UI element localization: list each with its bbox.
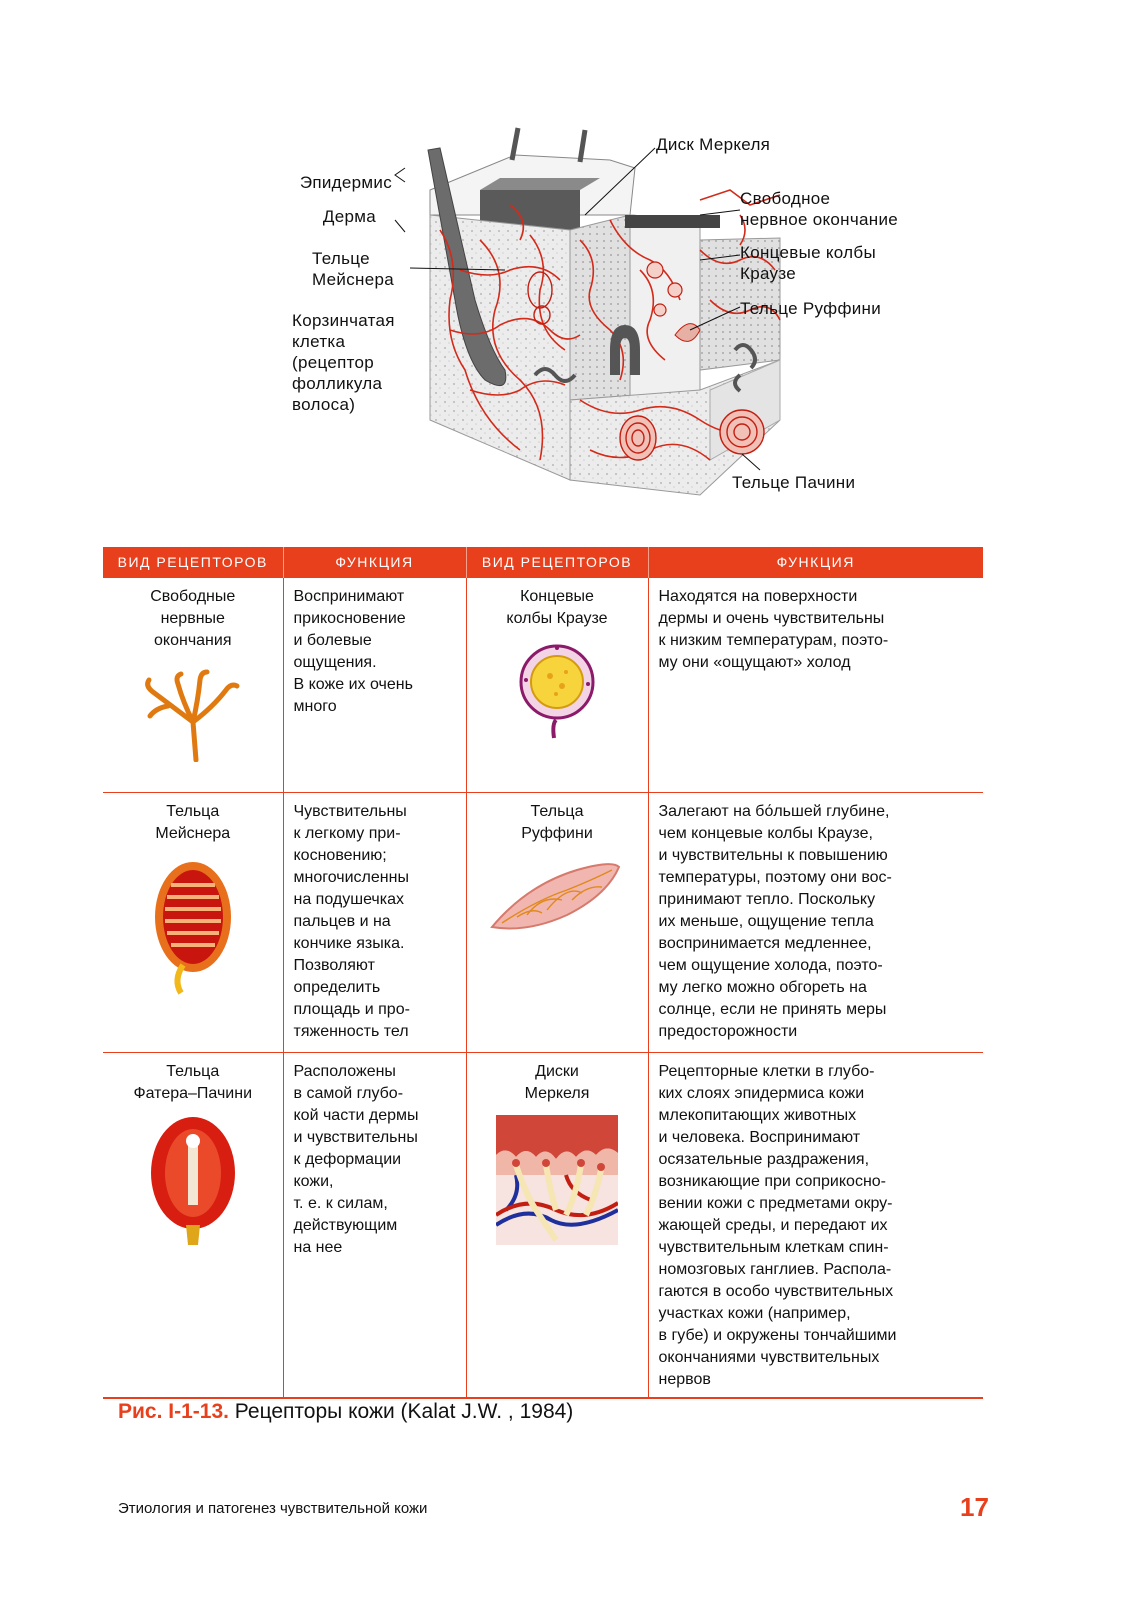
function-cell: Чувствительны к легкому при- косновению; многочисленны на подушечках пальцев и на кончике языка. Позволяют определить площадь и про- тяженность тел [283, 793, 466, 1053]
label-free-nerve-ending: Свободное нервное окончание [740, 189, 899, 229]
label-pacini: Тельце Пачини [732, 473, 856, 492]
figure-reference: Рис. I-1-13. [118, 1400, 229, 1423]
receptor-name: Тельца Фатера–Пачини [133, 1063, 253, 1102]
header-function: ФУНКЦИЯ [283, 547, 466, 578]
label-epidermis: Эпидермис [299, 173, 392, 192]
label-basket-cell: Корзинчатая клетка (рецептор фолликула волоса) [292, 311, 395, 414]
receptor-cell [103, 578, 283, 793]
ruffini-corpuscle-illustration [487, 855, 627, 935]
header-receptor-type: ВИД РЕЦЕПТОРОВ [103, 547, 283, 578]
receptor-cell [466, 1053, 648, 1399]
pacinian-corpuscle-illustration [138, 1115, 248, 1245]
receptor-name: Концевые колбы Краузе [506, 588, 608, 627]
function-cell: Рецепторные клетки в глубо- ких слоях эпидермиса кожи млекопитающих животных и человека. Воспринимают осязательные раздражения, возникающие при соприкосно- вении кожи с предметами окру- жающей среды, и передают их чувствительным клеткам спин- номозговых ганглиев. Распола- гаются в особо чувствительных участках кожи (например, в губе) и окружены тончайшими окончаниями чувствительных нервов [648, 1053, 983, 1399]
label-meissner: Тельце Мейснера [312, 249, 394, 289]
header-function: ФУНКЦИЯ [648, 547, 983, 578]
label-ruffini: Тельце Руффини [740, 299, 882, 318]
figure-caption [118, 1400, 573, 1424]
label-krause-bulbs: Концевые колбы Краузе [740, 243, 876, 283]
receptor-cell [103, 1053, 283, 1399]
receptor-cell [466, 578, 648, 793]
krause-bulb-illustration [512, 640, 602, 740]
function-cell: Залегают на бо́льшей глубине, чем концевые колбы Краузе, и чувствительны к повышению температуры, поэтому они вос- принимают тепло. Поскольку их меньше, ощущение тепла воспринимается медленнее, чем ощущение холода, поэто- му легко можно обгореть на солнце, если не принять меры предосторожности [648, 793, 983, 1053]
header-receptor-type: ВИД РЕЦЕПТОРОВ [466, 547, 648, 578]
table-header-row [103, 547, 983, 578]
label-merkel-disc: Диск Меркеля [656, 135, 771, 154]
table-row [103, 793, 983, 1053]
receptor-name: Свободные нервные окончания [150, 588, 236, 649]
table-row [103, 1053, 983, 1399]
receptor-cell [466, 793, 648, 1053]
skin-diagram [280, 120, 940, 510]
function-cell: Воспринимают прикосновение и болевые ощущения. В коже их очень много [283, 578, 466, 793]
meissner-corpuscle-illustration [143, 855, 243, 995]
table-row [103, 578, 983, 793]
function-cell: Расположены в самой глубо- кой части дермы и чувствительны к деформации кожи, т. е. к силам, действующим на нее [283, 1053, 466, 1399]
page-number: 17 [960, 1492, 989, 1522]
caption-text: Рецепторы кожи (Kalat J.W. , 1984) [228, 1400, 574, 1423]
label-derma: Дерма [322, 207, 376, 226]
running-title: Этиология и патогенез чувствительной кожи [118, 1500, 428, 1517]
receptor-cell [103, 793, 283, 1053]
receptor-name: Тельца Руффини [521, 803, 593, 842]
free-nerve-endings-illustration [138, 662, 248, 762]
receptor-name: Тельца Мейснера [155, 803, 231, 842]
receptor-name: Диски Меркеля [524, 1063, 590, 1102]
merkel-disc-illustration [496, 1115, 618, 1245]
receptor-table [103, 547, 983, 1399]
function-cell: Находятся на поверхности дермы и очень чувствительны к низким температурам, поэто- му они «ощущают» холод [648, 578, 983, 793]
